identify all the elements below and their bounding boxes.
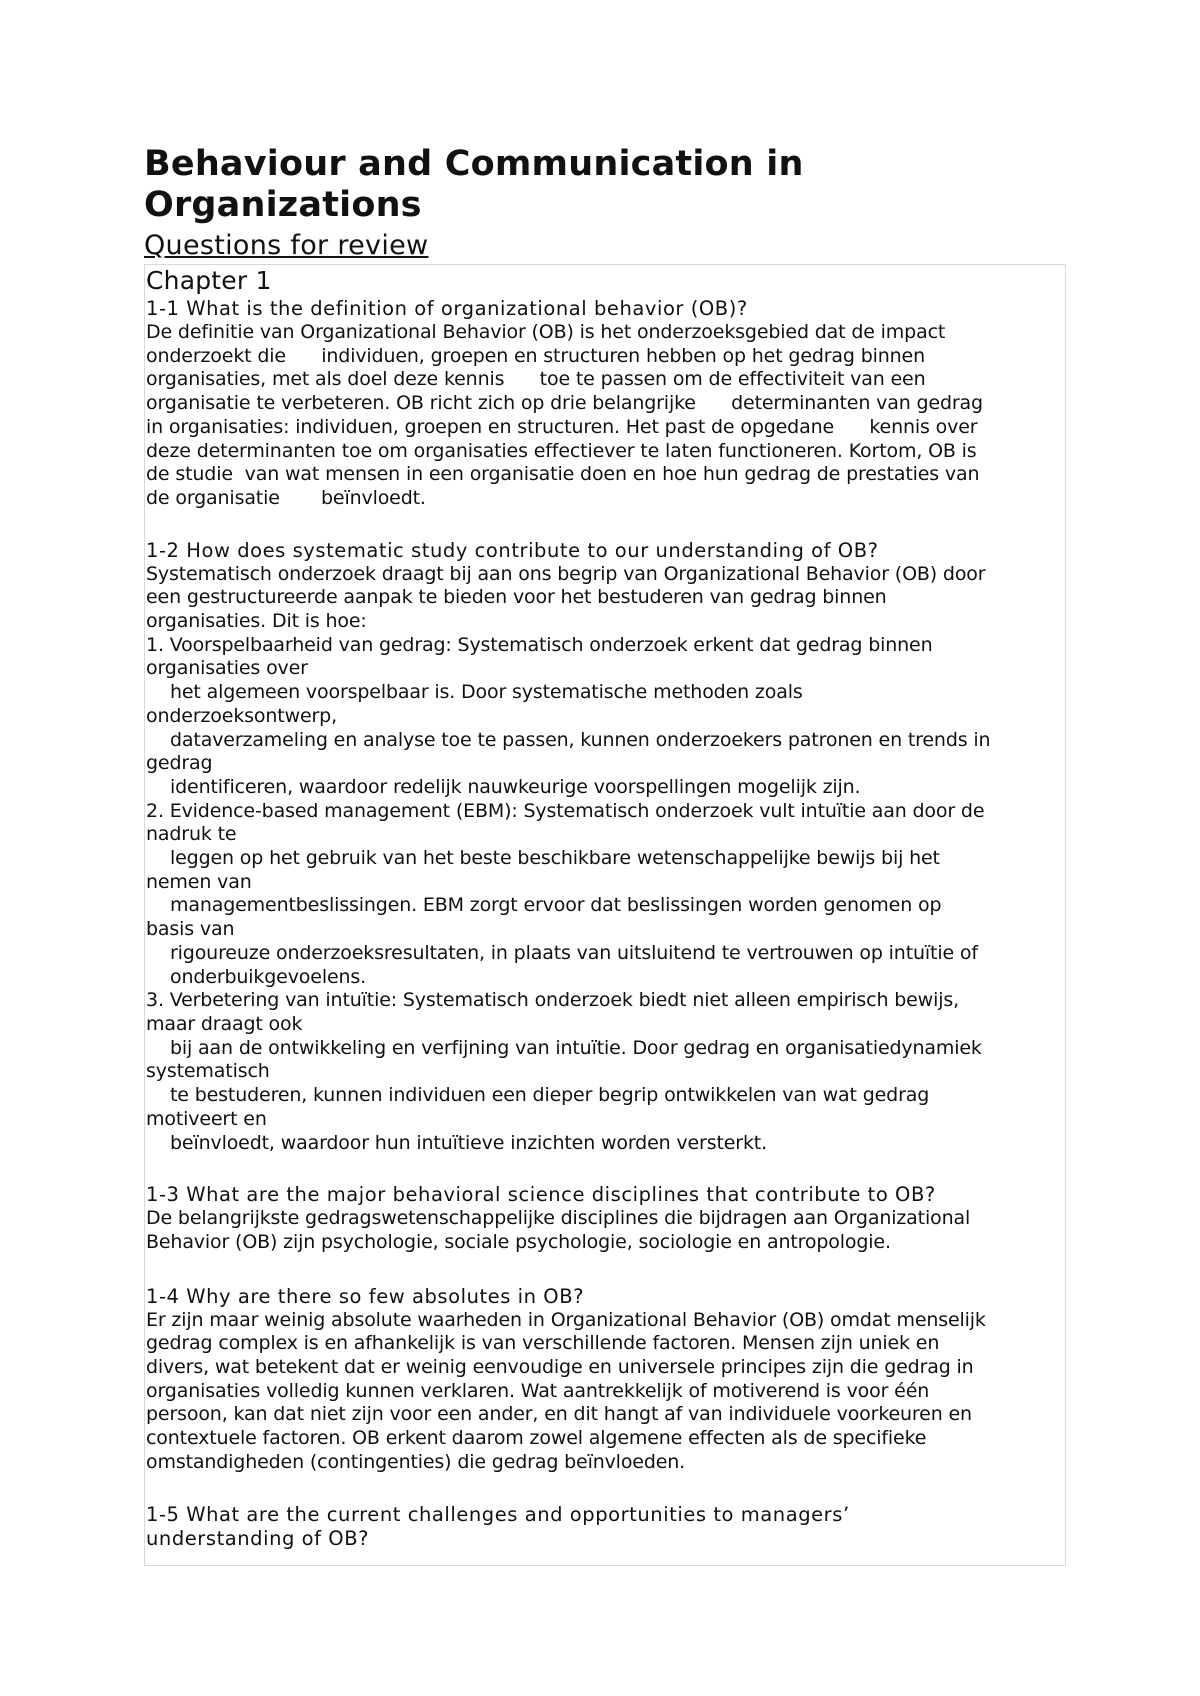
spacer xyxy=(146,511,1064,539)
answer-line: onderbuikgevoelens. xyxy=(170,965,367,988)
spacer xyxy=(146,1155,1064,1183)
answer-line: basis van xyxy=(146,918,235,941)
document-subtitle: Questions for review xyxy=(144,230,429,261)
document-title: Behaviour and Communication in Organizations xyxy=(144,144,804,225)
answer-line: De definitie van Organizational Behavior (OB) is het onderzoeksgebied dat de impact xyxy=(146,321,946,343)
spacer xyxy=(146,1255,1064,1285)
answer-line: gedrag complex is en afhankelijk is van verschillende factoren. Mensen zijn uniek en xyxy=(146,1332,940,1355)
answer-line: de organisatie beïnvloedt. xyxy=(146,486,426,509)
answer-line: beïnvloedt, waardoor hun intuïtieve inzichten worden versterkt. xyxy=(170,1131,768,1154)
answer-line: organisaties volledig kunnen verklaren. Wat aantrekkelijk of motiverend is voor één xyxy=(146,1379,930,1402)
answer-line: deze determinanten toe om organisaties effectiever te laten functioneren. Kortom, OB is xyxy=(146,439,977,462)
answer-line: organisaties. Dit is hoe: xyxy=(146,610,367,633)
answer-line: systematisch xyxy=(146,1060,270,1083)
answer-1-4 xyxy=(146,1309,1064,1475)
question-line: understanding of OB? xyxy=(146,1526,370,1550)
answer-line: 3. Verbetering van intuïtie: Systematisch onderzoek biedt niet alleen empirisch bewijs, xyxy=(146,989,959,1012)
answer-line: organisatie te verbeteren. OB richt zich op drie belangrijke determinanten van gedrag xyxy=(146,392,983,415)
answer-line: managementbeslissingen. EBM zorgt ervoor dat beslissingen worden genomen op xyxy=(170,894,942,917)
question-1-4: 1-4 Why are there so few absolutes in OB? xyxy=(146,1284,585,1308)
answer-line: in organisaties: individuen, groepen en structuren. Het past de opgedane kennis over xyxy=(146,415,978,438)
chapter-heading: Chapter 1 xyxy=(146,266,272,295)
answer-line: persoon, kan dat niet zijn voor een ander, en dit hangt af van individuele voorkeuren en xyxy=(146,1403,972,1426)
answer-line: organisaties, met als doel deze kennis toe te passen om de effectiviteit van een xyxy=(146,368,926,391)
question-1-2: 1-2 How does systematic study contribute to our understanding of OB? xyxy=(146,538,879,562)
answer-line: het algemeen voorspelbaar is. Door systematische methoden zoals xyxy=(170,681,803,704)
answer-line: De belangrijkste gedragswetenschappelijke disciplines die bijdragen aan Organizational xyxy=(146,1207,971,1230)
answer-line: omstandigheden (contingenties) die gedrag beïnvloeden. xyxy=(146,1450,686,1473)
answer-line: een gestructureerde aanpak te bieden voor het bestuderen van gedrag binnen xyxy=(146,586,887,609)
answer-line: maar draagt ook xyxy=(146,1012,303,1035)
answer-line: Behavior (OB) zijn psychologie, sociale psychologie, sociologie en antropologie. xyxy=(146,1230,891,1253)
answer-line: onderzoekt die individuen, groepen en structuren hebben op het gedrag binnen xyxy=(146,344,925,367)
answer-line: identificeren, waardoor redelijk nauwkeurige voorspellingen mogelijk zijn. xyxy=(170,775,861,798)
spacer xyxy=(146,1475,1064,1503)
answer-line: gedrag xyxy=(146,752,213,775)
answer-line: te bestuderen, kunnen individuen een dieper begrip ontwikkelen van wat gedrag xyxy=(170,1084,930,1107)
question-line: 1-5 What are the current challenges and opportunities to managers’ xyxy=(146,1502,850,1526)
content-frame xyxy=(144,264,1066,1566)
answer-line: rigoureuze onderzoeksresultaten, in plaats van uitsluitend te vertrouwen op intuïtie of xyxy=(170,941,978,964)
answer-line: bij aan de ontwikkeling en verfijning van intuïtie. Door gedrag en organisatiedynamiek xyxy=(170,1036,982,1059)
answer-line: divers, wat betekent dat er weinig eenvoudige en universele principes zijn die gedrag in xyxy=(146,1356,974,1379)
answer-1-1 xyxy=(146,321,1064,511)
answer-line: Systematisch onderzoek draagt bij aan ons begrip van Organizational Behavior (OB) door xyxy=(146,562,986,585)
question-1-3: 1-3 What are the major behavioral science disciplines that contribute to OB? xyxy=(146,1183,936,1207)
answer-line: motiveert en xyxy=(146,1107,267,1130)
answer-line: Er zijn maar weinig absolute waarheden in Organizational Behavior (OB) omdat menselijk xyxy=(146,1308,986,1331)
answer-line: contextuele factoren. OB erkent daarom zowel algemene effecten als de specifieke xyxy=(146,1427,927,1450)
answer-line: nadruk te xyxy=(146,823,237,846)
answer-line: leggen op het gebruik van het beste beschikbare wetenschappelijke bewijs bij het xyxy=(170,847,940,870)
question-1-1: 1-1 What is the definition of organizational behavior (OB)? xyxy=(146,297,748,320)
answer-1-2 xyxy=(146,563,1064,1156)
answer-line: onderzoeksontwerp, xyxy=(146,704,337,727)
document-page xyxy=(144,0,1066,1566)
answer-line: organisaties over xyxy=(146,657,308,680)
answer-1-3 xyxy=(146,1207,1064,1254)
answer-line: dataverzameling en analyse toe te passen, kunnen onderzoekers patronen en trends in xyxy=(170,728,991,751)
answer-line: nemen van xyxy=(146,870,252,893)
answer-line: de studie van wat mensen in een organisatie doen en hoe hun gedrag de prestaties van xyxy=(146,463,980,486)
answer-line: 2. Evidence-based management (EBM): Systematisch onderzoek vult intuïtie aan door de xyxy=(146,799,985,822)
question-1-5 xyxy=(146,1503,1064,1551)
answer-line: 1. Voorspelbaarheid van gedrag: Systematisch onderzoek erkent dat gedrag binnen xyxy=(146,633,933,656)
